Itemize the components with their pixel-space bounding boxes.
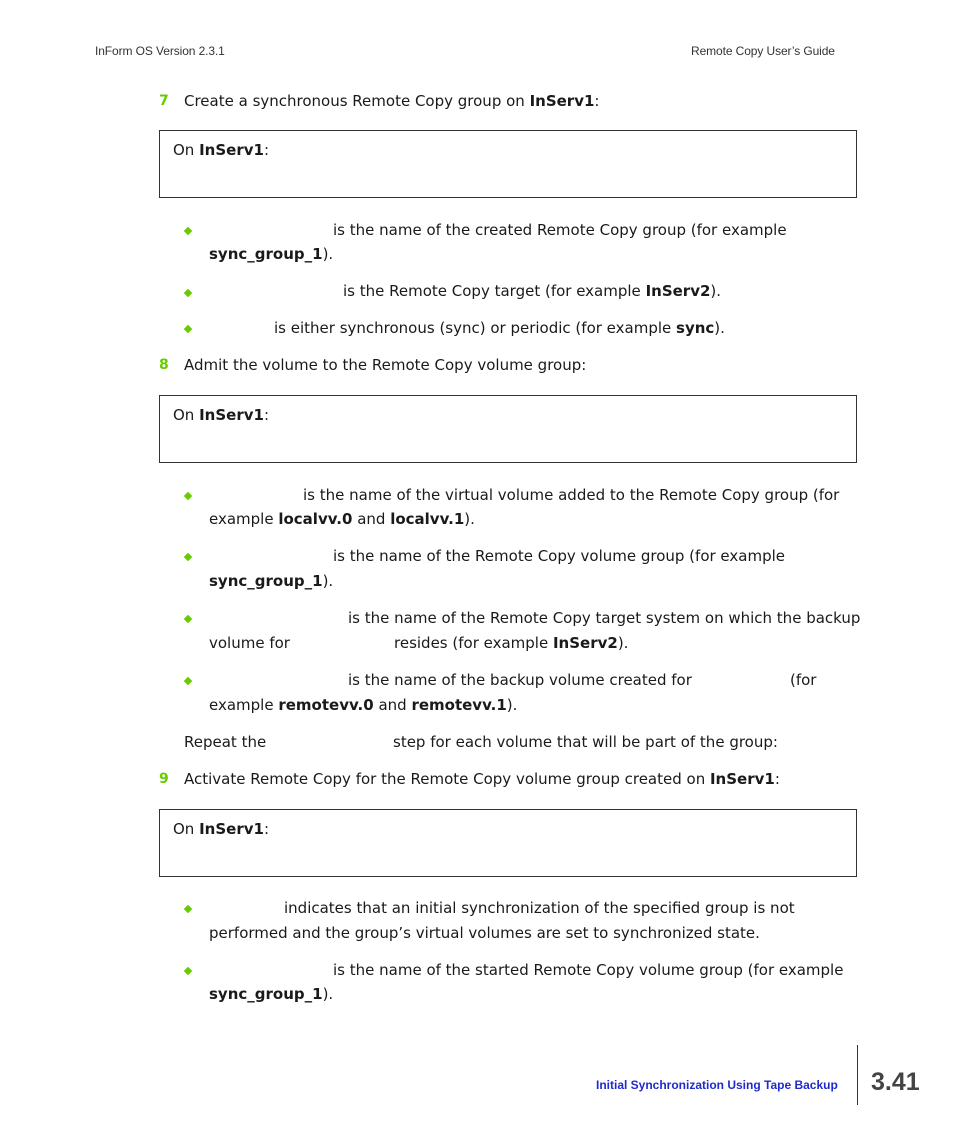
bullet-target-text: is the Remote Copy target (for example InServ2). (343, 282, 722, 300)
footer-divider (857, 1045, 858, 1105)
step-number-7: 7 (159, 93, 169, 109)
step-9-text: Activate Remote Copy for the Remote Copy volume group created on InServ1: (184, 770, 780, 788)
bullet-volgroup-cont: sync_group_1). (209, 572, 334, 590)
diamond-bullet-icon (184, 677, 192, 685)
diamond-bullet-icon (184, 227, 192, 235)
command-box-label: On InServ1: (173, 141, 270, 159)
bullet-startedgroup-text: is the name of the started Remote Copy volume group (for example (333, 961, 844, 979)
diamond-bullet-icon (184, 325, 192, 333)
step-7-text: Create a synchronous Remote Copy group on InServ1: (184, 92, 600, 110)
header-guide-title: Remote Copy User’s Guide (691, 44, 835, 58)
bullet-remotevv-text-b: (for (790, 671, 817, 689)
bullet-localvv-text: is the name of the virtual volume added to the Remote Copy group (for (303, 486, 840, 504)
command-box-admit-volume (159, 395, 857, 463)
bullet-groupname-text: is the name of the created Remote Copy group (for example (333, 221, 787, 239)
step-8-text: Admit the volume to the Remote Copy volume group: (184, 356, 587, 374)
command-box-create-group (159, 130, 857, 198)
step-number-8: 8 (159, 357, 169, 373)
footer-section-title: Initial Synchronization Using Tape Backup (596, 1078, 838, 1092)
bullet-mode-text: is either synchronous (sync) or periodic (for example sync). (274, 319, 725, 337)
bullet-nosync-cont: performed and the group’s virtual volumes are set to synchronized state. (209, 924, 760, 942)
header-version: InForm OS Version 2.3.1 (95, 44, 225, 58)
diamond-bullet-icon (184, 967, 192, 975)
bullet-remotevv-text: is the name of the backup volume created for (348, 671, 692, 689)
diamond-bullet-icon (184, 905, 192, 913)
bullet-targetsystem-cont-a: volume for (209, 634, 290, 652)
repeat-text-a: Repeat the (184, 733, 267, 751)
diamond-bullet-icon (184, 289, 192, 297)
diamond-bullet-icon (184, 492, 192, 500)
repeat-text-b: step for each volume that will be part of the group: (393, 733, 778, 751)
bullet-startedgroup-cont: sync_group_1). (209, 985, 334, 1003)
step-number-9: 9 (159, 771, 169, 787)
command-box-label: On InServ1: (173, 406, 270, 424)
diamond-bullet-icon (184, 615, 192, 623)
bullet-volgroup-text: is the name of the Remote Copy volume group (for example (333, 547, 785, 565)
command-box-start-rcopy (159, 809, 857, 877)
command-box-label: On InServ1: (173, 820, 270, 838)
bullet-localvv-cont: example localvv.0 and localvv.1). (209, 510, 475, 528)
bullet-groupname-cont: sync_group_1). (209, 245, 334, 263)
diamond-bullet-icon (184, 553, 192, 561)
bullet-nosync-text: indicates that an initial synchronization of the specified group is not (284, 899, 795, 917)
page-number: 3.41 (871, 1068, 920, 1096)
bullet-remotevv-cont: example remotevv.0 and remotevv.1). (209, 696, 518, 714)
bullet-targetsystem-cont-b: resides (for example InServ2). (394, 634, 629, 652)
bullet-targetsystem-text: is the name of the Remote Copy target system on which the backup (348, 609, 861, 627)
